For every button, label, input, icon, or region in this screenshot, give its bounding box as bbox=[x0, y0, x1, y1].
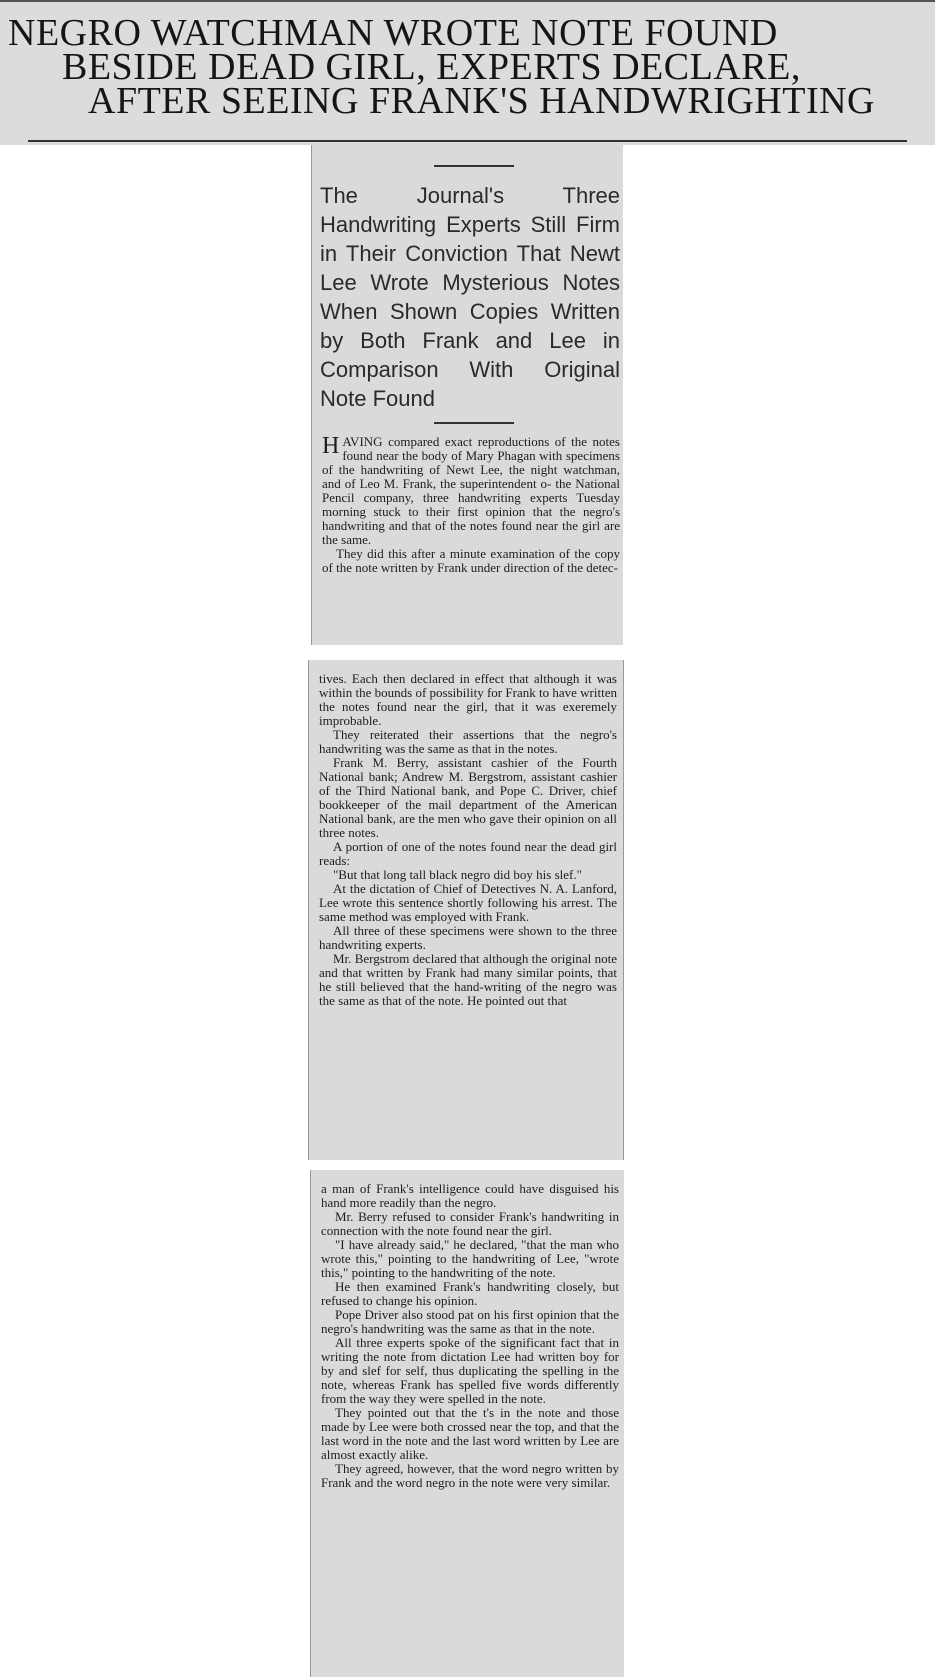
paragraph: They pointed out that the t's in the note and those made by Lee were both crossed near the top, and that the last word in the note and the last word written by Lee are almost exactly alike. bbox=[321, 1405, 619, 1462]
paragraph: At the dictation of Chief of Detectives N. A. Lanford, Lee wrote this sentence shortly following his arrest. The same method was employed with Frank. bbox=[319, 881, 617, 924]
article-column-1 bbox=[311, 145, 623, 645]
paragraph: A portion of one of the notes found near the dead girl reads: bbox=[319, 839, 617, 868]
paragraph: "But that long tall black negro did boy his slef." bbox=[333, 867, 582, 882]
subheadline-deck: The Journal's Three Handwriting Experts Still Firm in Their Conviction That Newt Lee Wrote Mysterious Notes When Shown Copies Written by Both Frank and Lee in Comparison With Original Note Found bbox=[320, 183, 620, 411]
paragraph: Mr. Berry refused to consider Frank's handwriting in connection with the note found near the girl. bbox=[321, 1209, 619, 1238]
paragraph: tives. Each then declared in effect that although it was within the bounds of possibility for Frank to have written the notes found near the girl, that it was exeremely improbable. bbox=[319, 671, 617, 728]
paragraph: All three of these specimens were shown to the three handwriting experts. bbox=[319, 923, 617, 952]
column-3-text bbox=[321, 1182, 619, 1490]
paragraph: He then examined Frank's handwriting closely, but refused to change his opinion. bbox=[321, 1279, 619, 1308]
paragraph: All three experts spoke of the significant fact that in writing the note from dictation Lee had written boy for by and slef for self, thus duplicating the spelling in the note, whereas Frank has spelled five words differently from the way they were spelled in the note. bbox=[321, 1335, 619, 1406]
deck-bottom-rule bbox=[434, 422, 514, 424]
paragraph: "I have already said," he declared, "that the man who wrote this," pointing to the handwriting of Lee, "wrote this," pointing to the handwriting of the note. bbox=[321, 1237, 619, 1280]
column-1-text bbox=[322, 435, 620, 575]
deck-top-rule bbox=[434, 165, 514, 167]
headline-line-1: NEGRO WATCHMAN WROTE NOTE FOUND bbox=[8, 12, 778, 54]
headline-line-2: BESIDE DEAD GIRL, EXPERTS DECLARE, bbox=[62, 46, 801, 88]
headline-rule bbox=[28, 140, 907, 142]
headline-line-3: AFTER SEEING FRANK'S HANDWRIGHTING bbox=[88, 80, 876, 122]
paragraph: HAVING compared exact reproductions of the notes found near the body of Mary Phagan with specimens of the handwriting of Newt Lee, the night watchman, and of Leo M. Frank, the superintendent o- the National Pencil company, three handwriting experts Tuesday morning stuck to their first opinion that the negro's handwriting and that of the notes found near the girl are the same. bbox=[322, 433, 620, 547]
paragraph: They did this after a minute examination of the copy of the note written by Frank under direction of the detec- bbox=[322, 546, 620, 575]
paragraph: They agreed, however, that the word negro written by Frank and the word negro in the note were very similar. bbox=[321, 1461, 619, 1490]
paragraph: a man of Frank's intelligence could have disguised his hand more readily than the negro. bbox=[321, 1181, 619, 1210]
article-column-2 bbox=[308, 660, 624, 1160]
paragraph: They reiterated their assertions that the negro's handwriting was the same as that in the notes. bbox=[319, 727, 617, 756]
headline-banner bbox=[0, 0, 935, 145]
paragraph: Mr. Bergstrom declared that although the original note and that written by Frank had many similar points, that he still believed that the hand-writing of the negro was the same as that of the note. He pointed out that bbox=[319, 951, 617, 1008]
paragraph: Pope Driver also stood pat on his first opinion that the negro's handwriting was the same as that in the note. bbox=[321, 1307, 619, 1336]
paragraph: Frank M. Berry, assistant cashier of the Fourth National bank; Andrew M. Bergstrom, assistant cashier of the Third National bank, and Pope C. Driver, chief bookkeeper of the mail department of the American National bank, are the men who gave their opinion on all three notes. bbox=[319, 755, 617, 840]
drop-cap: H bbox=[322, 433, 340, 459]
article-column-3 bbox=[310, 1170, 624, 1677]
column-2-text bbox=[319, 672, 617, 1008]
